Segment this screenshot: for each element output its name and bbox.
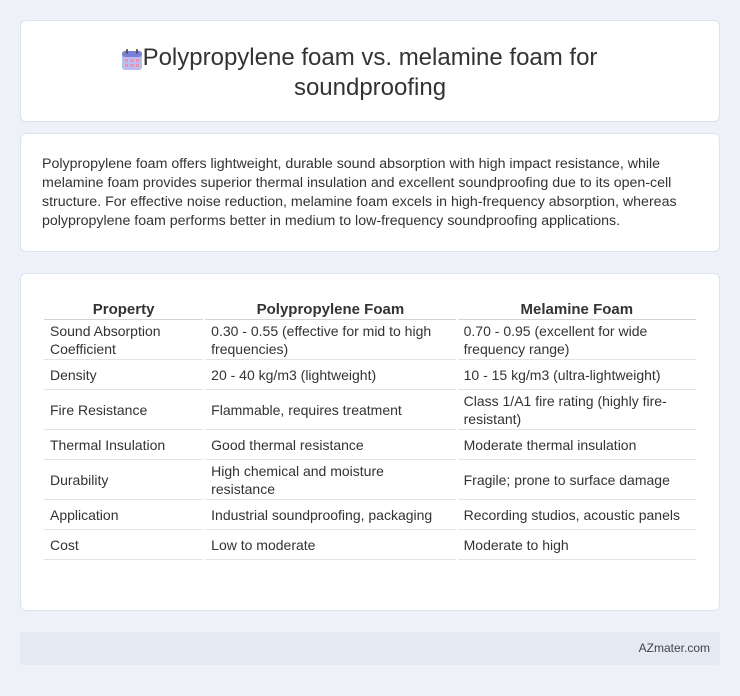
cell-polypropylene: 0.30 - 0.55 (effective for mid to high frequencies) — [205, 320, 455, 360]
cell-melamine: 10 - 15 kg/m3 (ultra-lightweight) — [458, 360, 696, 390]
cell-melamine: Fragile; prone to surface damage — [458, 460, 696, 500]
cell-polypropylene: Industrial soundproofing, packaging — [205, 500, 455, 530]
table-header-row — [44, 296, 696, 320]
cell-melamine: 0.70 - 0.95 (excellent for wide frequency range) — [458, 320, 696, 360]
cell-property: Cost — [44, 530, 203, 560]
cell-property: Durability — [44, 460, 203, 500]
cell-property: Sound Absorption Coefficient — [44, 320, 203, 360]
cell-melamine: Moderate to high — [458, 530, 696, 560]
table-row — [44, 530, 696, 560]
cell-polypropylene: High chemical and moisture resistance — [205, 460, 455, 500]
cell-polypropylene: Flammable, requires treatment — [205, 390, 455, 430]
header-property: Property — [44, 296, 203, 320]
summary-card — [20, 133, 720, 252]
header-polypropylene: Polypropylene Foam — [205, 296, 455, 320]
cell-polypropylene: Low to moderate — [205, 530, 455, 560]
cell-property: Density — [44, 360, 203, 390]
title-card — [20, 20, 720, 122]
page-title: Polypropylene foam vs. melamine foam for soundproofing — [142, 44, 598, 101]
cell-polypropylene: Good thermal resistance — [205, 430, 455, 460]
footer — [20, 632, 720, 665]
cell-polypropylene: 20 - 40 kg/m3 (lightweight) — [205, 360, 455, 390]
cell-melamine: Moderate thermal insulation — [458, 430, 696, 460]
table-row — [44, 320, 696, 360]
table-row — [44, 430, 696, 460]
table-row — [44, 500, 696, 530]
cell-melamine: Recording studios, acoustic panels — [458, 500, 696, 530]
table-row — [44, 460, 696, 500]
table-card — [20, 273, 720, 611]
comparison-table — [42, 296, 698, 560]
footer-brand[interactable]: AZmater.com — [638, 641, 710, 655]
cell-melamine: Class 1/A1 fire rating (highly fire-resistant) — [458, 390, 696, 430]
cell-property: Application — [44, 500, 203, 530]
cell-property: Fire Resistance — [44, 390, 203, 430]
cell-property: Thermal Insulation — [44, 430, 203, 460]
summary-text: Polypropylene foam offers lightweight, durable sound absorption with high impact resistance, while melamine foam provides superior thermal insulation and excellent soundproofing due to its open-cell structure. For effective noise reduction, melamine foam excels in high-frequency absorption, whereas polypropylene foam performs better in medium to low-frequency soundproofing applications. — [42, 156, 677, 229]
header-melamine: Melamine Foam — [458, 296, 696, 320]
table-row — [44, 390, 696, 430]
table-row — [44, 360, 696, 390]
